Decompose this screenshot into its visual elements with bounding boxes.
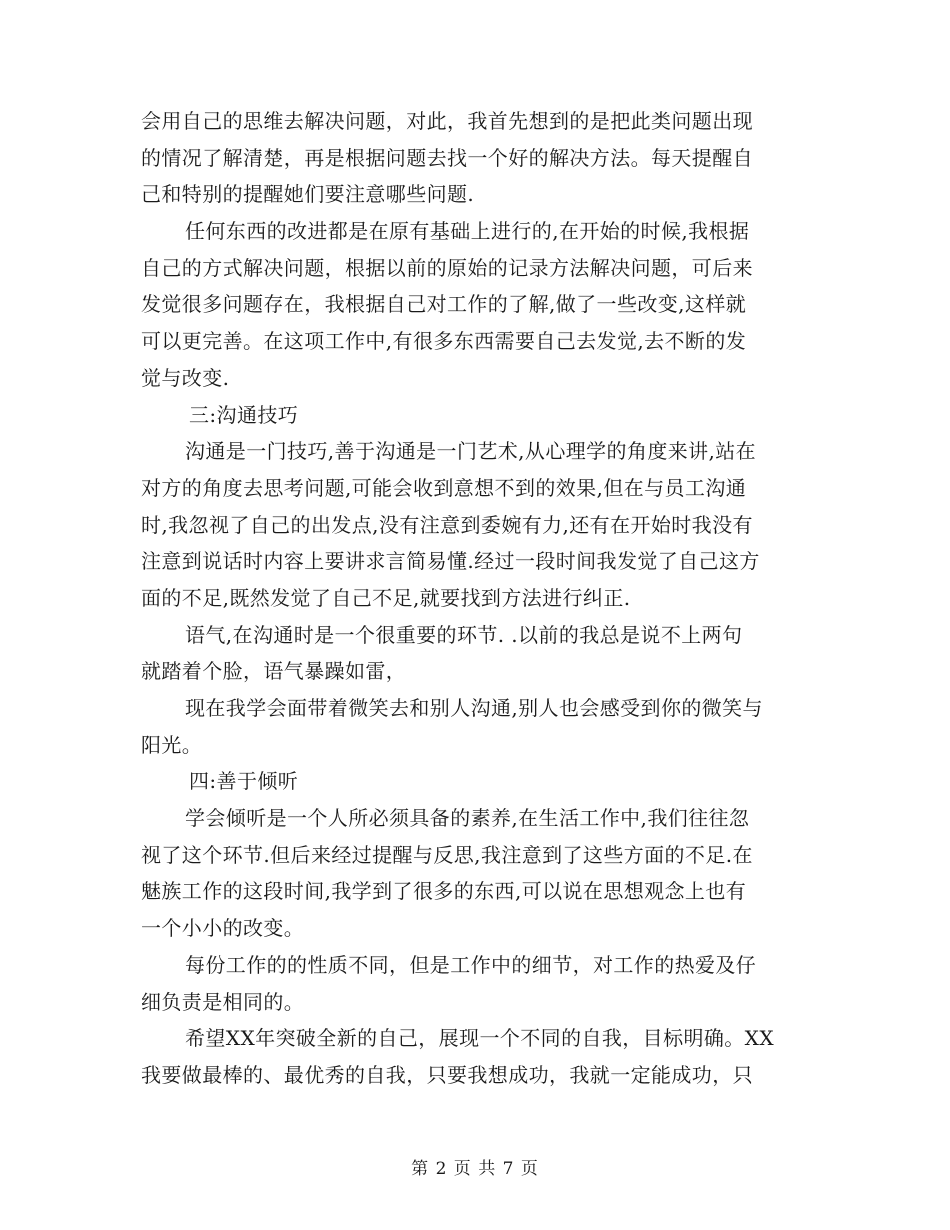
paragraph-line: 现在我学会面带着微笑去和别人沟通,别人也会感受到你的微笑与 <box>185 696 763 720</box>
paragraph-line: 任何东西的改进都是在原有基础上进行的,在开始的时候,我根据 <box>185 219 750 244</box>
paragraph-line: 一个小小的改变。 <box>141 916 305 941</box>
paragraph-line: 注意到说话时内容上要讲求言简易懂.经过一段时间我发觉了自己这方 <box>141 549 760 574</box>
paragraph-line: 时,我忽视了自己的出发点,没有注意到委婉有力,还有在开始时我没有 <box>141 512 753 537</box>
paragraph-line: 自己的方式解决问题，根据以前的原始的记录方法解决问题，可后来 <box>141 255 753 280</box>
paragraph-line: 己和特别的提醒她们要注意哪些问题. <box>141 182 475 207</box>
paragraph-line: 面的不足,既然发觉了自己不足,就要找到方法进行纠正. <box>141 585 631 610</box>
paragraph-line: 的情况了解清楚，再是根据问题去找一个好的解决方法。每天提醒自 <box>141 145 753 170</box>
page-number-footer: 第 2 页 共 7 页 <box>411 1159 539 1179</box>
paragraph-line: 就踏着个脸，语气暴躁如雷， <box>141 659 407 684</box>
paragraph-line: 会用自己的思维去解决问题，对此，我首先想到的是把此类问题出现 <box>141 109 753 133</box>
section-heading: 四:善于倾听 <box>189 769 299 794</box>
paragraph-line: 希望XX年突破全新的自己，展现一个不同的自我，目标明确。XX <box>185 1026 774 1051</box>
paragraph-line: 发觉很多问题存在，我根据自己对工作的了解,做了一些改变,这样就 <box>141 292 747 317</box>
paragraph-line: 学会倾听是一个人所必须具备的素养,在生活工作中,我们往往忽 <box>185 806 750 831</box>
paragraph-line: 每份工作的的性质不同，但是工作中的细节，对工作的热爱及仔 <box>185 952 757 977</box>
paragraph-line: 可以更完善。在这项工作中,有很多东西需要自己去发觉,去不断的发 <box>141 329 747 354</box>
section-heading: 三:沟通技巧 <box>189 402 299 427</box>
paragraph-line: 对方的角度去思考问题,可能会收到意想不到的效果,但在与员工沟通 <box>141 475 747 500</box>
paragraph-line: 阳光。 <box>141 732 203 757</box>
paragraph-line: 沟通是一门技巧,善于沟通是一门艺术,从心理学的角度来讲,站在 <box>185 439 757 464</box>
paragraph-line: 细负责是相同的。 <box>141 989 305 1014</box>
paragraph-line: 我要做最棒的、最优秀的自我，只要我想成功，我就一定能成功，只 <box>141 1062 753 1087</box>
paragraph-line: 魅族工作的这段时间,我学到了很多的东西,可以说在思想观念上也有 <box>141 879 747 904</box>
document-body <box>141 103 801 1094</box>
paragraph-line: 觉与改变. <box>141 365 230 390</box>
paragraph-line: 语气,在沟通时是一个很重要的环节. .以前的我总是说不上两句 <box>185 622 743 647</box>
paragraph-line: 视了这个环节.但后来经过提醒与反思,我注意到了这些方面的不足.在 <box>141 842 753 867</box>
